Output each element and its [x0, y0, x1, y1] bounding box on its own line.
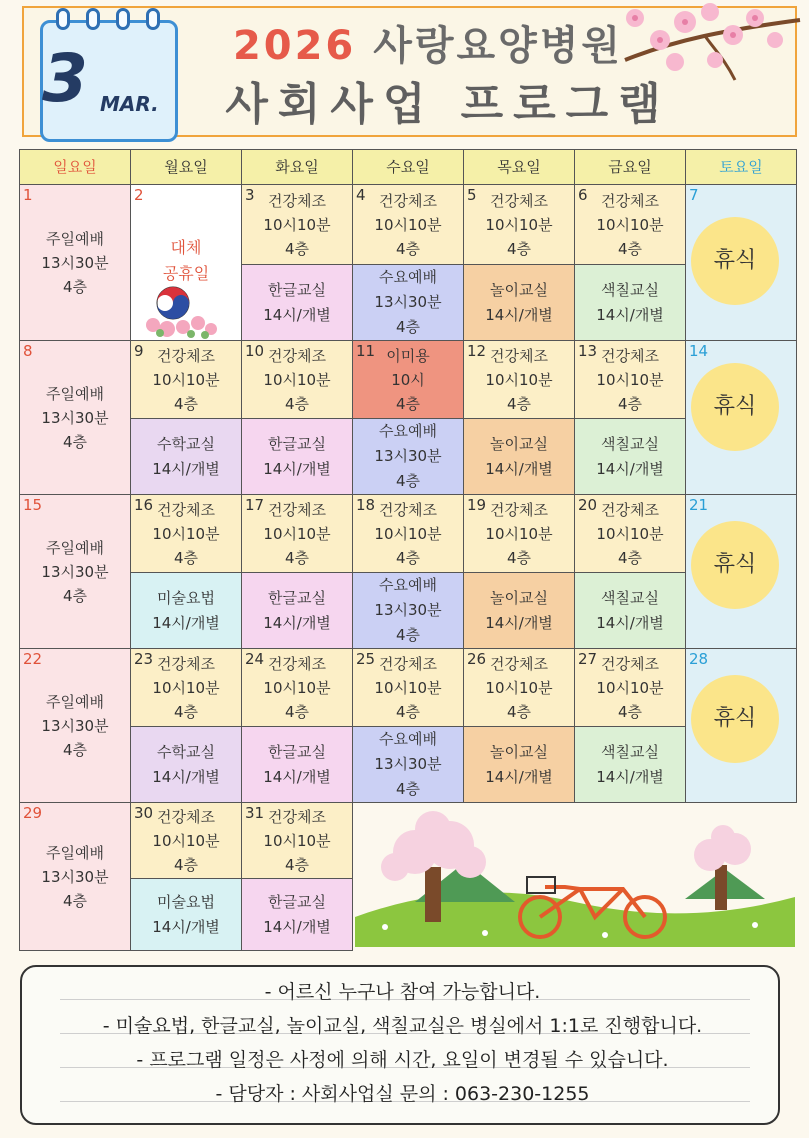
day-cell-17 [242, 495, 353, 573]
day-cell-18 [353, 495, 464, 573]
event-time: 10시10분 [596, 215, 664, 234]
event-time: 14시/개별 [485, 305, 553, 324]
title-line-1 [208, 14, 648, 71]
event-location: 4층 [617, 702, 643, 721]
day-cell-2 [131, 185, 242, 341]
day-cell-28 [686, 649, 797, 803]
event-location: 4층 [173, 394, 199, 413]
lesson-math [131, 419, 242, 495]
day-cell-26 [464, 649, 575, 727]
event-time: 14시/개별 [485, 459, 553, 478]
event-time: 14시/개별 [596, 459, 664, 478]
event-location: 4층 [395, 472, 421, 490]
lesson-coloring [575, 419, 686, 495]
day-cell-5 [464, 185, 575, 265]
event-title: 수요예배 [379, 268, 437, 286]
lesson-coloring [575, 265, 686, 341]
lesson-play [464, 419, 575, 495]
event-time: 14시/개별 [263, 305, 331, 324]
event-time: 10시10분 [152, 678, 220, 697]
event-location: 4층 [62, 891, 88, 910]
notice-line-4: - 담당자 : 사회사업실 문의 : 063-230-1255 [215, 1083, 590, 1105]
year-label: 2026 [232, 23, 357, 69]
event-location: 4층 [506, 239, 532, 258]
event-time: 14시/개별 [485, 767, 553, 786]
event-time: 10시10분 [596, 370, 664, 389]
event-location: 4층 [506, 702, 532, 721]
day-number: 4 [356, 186, 366, 204]
event-title: 주일예배 [46, 692, 104, 711]
event-time: 13시30분 [374, 601, 442, 619]
weekday-sun: 일요일 [20, 150, 131, 185]
event-time: 13시30분 [41, 253, 109, 272]
event-time: 10시10분 [485, 524, 553, 543]
day-number: 15 [23, 496, 43, 514]
day-cell-11 [353, 341, 464, 419]
weekday-thu: 목요일 [464, 150, 575, 185]
event-title: 건강체조 [268, 654, 326, 673]
day-number: 30 [134, 804, 154, 822]
event-time: 13시30분 [41, 562, 109, 581]
event-time: 14시/개별 [596, 305, 664, 324]
holiday-label: 대체 [170, 238, 202, 257]
event-title: 수학교실 [157, 434, 215, 453]
event-time: 14시/개별 [263, 613, 331, 632]
day-cell-21 [686, 495, 797, 649]
event-time: 14시/개별 [152, 767, 220, 786]
event-location: 4층 [506, 548, 532, 567]
day-number: 28 [689, 650, 709, 668]
day-cell-7 [686, 185, 797, 341]
event-time: 10시10분 [374, 215, 442, 234]
event-title: 건강체조 [601, 654, 659, 673]
lesson-coloring [575, 573, 686, 649]
event-time: 10시 [391, 370, 425, 389]
event-time: 13시30분 [374, 755, 442, 773]
rest-badge: 휴식 [691, 217, 779, 305]
day-number: 22 [23, 650, 43, 668]
event-time: 14시/개별 [485, 613, 553, 632]
rest-badge: 휴식 [691, 521, 779, 609]
event-location: 4층 [395, 548, 421, 567]
day-number: 20 [578, 496, 598, 514]
day-cell-20 [575, 495, 686, 573]
event-time: 14시/개별 [596, 613, 664, 632]
event-title: 건강체조 [490, 191, 548, 210]
event-location: 4층 [62, 432, 88, 451]
event-title: 수요예배 [379, 422, 437, 440]
event-time: 10시10분 [152, 370, 220, 389]
lesson-math [131, 727, 242, 803]
day-number: 17 [245, 496, 265, 514]
event-location: 4층 [62, 277, 88, 296]
day-number: 16 [134, 496, 154, 514]
event-time: 14시/개별 [152, 459, 220, 478]
event-title: 건강체조 [268, 346, 326, 365]
day-number: 19 [467, 496, 487, 514]
event-location: 4층 [284, 239, 310, 258]
weekday-tue: 화요일 [242, 150, 353, 185]
lesson-hangul [242, 879, 353, 951]
event-title: 건강체조 [490, 500, 548, 519]
day-number: 24 [245, 650, 265, 668]
event-time: 13시30분 [374, 447, 442, 465]
lesson-wed-service [353, 573, 464, 649]
day-cell-3 [242, 185, 353, 265]
weekday-sat: 토요일 [686, 150, 797, 185]
event-title: 미술요법 [157, 892, 215, 911]
event-time: 10시10분 [152, 831, 220, 850]
event-location: 4층 [173, 702, 199, 721]
event-time: 10시10분 [263, 215, 331, 234]
event-title: 이미용 [386, 346, 430, 365]
lesson-play [464, 573, 575, 649]
event-location: 4층 [173, 855, 199, 874]
day-cell-19 [464, 495, 575, 573]
event-time: 10시10분 [263, 370, 331, 389]
day-cell-12 [464, 341, 575, 419]
weekday-mon: 월요일 [131, 150, 242, 185]
event-time: 13시30분 [41, 408, 109, 427]
day-cell-10 [242, 341, 353, 419]
event-time: 10시10분 [263, 524, 331, 543]
event-title: 미술요법 [157, 588, 215, 607]
event-title: 수요예배 [379, 576, 437, 594]
day-number: 9 [134, 342, 144, 360]
event-time: 10시10분 [485, 370, 553, 389]
day-number: 6 [578, 186, 588, 204]
event-time: 10시10분 [263, 831, 331, 850]
day-number: 26 [467, 650, 487, 668]
month-number: 3 [42, 40, 88, 117]
event-title: 수요예배 [379, 730, 437, 748]
event-location: 4층 [284, 702, 310, 721]
day-number: 10 [245, 342, 265, 360]
lesson-hangul [242, 727, 353, 803]
day-number: 14 [689, 342, 709, 360]
event-time: 14시/개별 [263, 459, 331, 478]
event-title: 건강체조 [490, 346, 548, 365]
day-number: 2 [134, 186, 144, 204]
event-time: 14시/개별 [263, 767, 331, 786]
event-title: 건강체조 [268, 807, 326, 826]
lesson-art [131, 879, 242, 951]
lesson-coloring [575, 727, 686, 803]
event-time: 10시10분 [374, 678, 442, 697]
day-cell-1 [20, 185, 131, 341]
calendar-icon [34, 8, 184, 146]
event-time: 10시10분 [596, 678, 664, 697]
event-location: 4층 [506, 394, 532, 413]
event-title: 놀이교실 [490, 280, 548, 299]
day-cell-8 [20, 341, 131, 495]
event-location: 4층 [173, 548, 199, 567]
event-title: 건강체조 [157, 807, 215, 826]
weekday-header-row [20, 150, 797, 185]
lesson-hangul [242, 265, 353, 341]
event-location: 4층 [395, 239, 421, 258]
day-cell-31 [242, 803, 353, 879]
event-location: 4층 [284, 394, 310, 413]
lesson-play [464, 727, 575, 803]
day-cell-25 [353, 649, 464, 727]
day-number: 5 [467, 186, 477, 204]
lesson-art [131, 573, 242, 649]
event-time: 13시30분 [41, 867, 109, 886]
rest-badge: 휴식 [691, 675, 779, 763]
lesson-play [464, 265, 575, 341]
day-number: 7 [689, 186, 699, 204]
korean-flag-icon [143, 279, 233, 339]
day-number: 1 [23, 186, 33, 204]
lesson-hangul [242, 419, 353, 495]
day-cell-4 [353, 185, 464, 265]
event-time: 10시10분 [485, 678, 553, 697]
event-title: 한글교실 [268, 588, 326, 607]
day-cell-13 [575, 341, 686, 419]
notice-panel [20, 955, 785, 1130]
event-title: 건강체조 [490, 654, 548, 673]
event-time: 13시30분 [374, 293, 442, 311]
event-title: 건강체조 [601, 191, 659, 210]
event-time: 13시30분 [41, 716, 109, 735]
event-title: 건강체조 [379, 191, 437, 210]
lesson-hangul [242, 573, 353, 649]
calendar-grid [19, 149, 797, 951]
event-time: 10시10분 [374, 524, 442, 543]
event-location: 4층 [62, 586, 88, 605]
event-title: 놀이교실 [490, 742, 548, 761]
event-location: 4층 [395, 780, 421, 798]
day-cell-27 [575, 649, 686, 727]
rest-badge: 휴식 [691, 363, 779, 451]
day-cell-9 [131, 341, 242, 419]
event-location: 4층 [395, 702, 421, 721]
day-number: 3 [245, 186, 255, 204]
event-title: 건강체조 [601, 500, 659, 519]
day-cell-14 [686, 341, 797, 495]
event-time: 10시10분 [485, 215, 553, 234]
event-title: 색칠교실 [601, 280, 659, 299]
lesson-wed-service [353, 265, 464, 341]
event-time: 14시/개별 [596, 767, 664, 786]
day-cell-16 [131, 495, 242, 573]
event-title: 색칠교실 [601, 742, 659, 761]
event-title: 수학교실 [157, 742, 215, 761]
event-location: 4층 [395, 318, 421, 336]
event-title: 주일예배 [46, 843, 104, 862]
event-title: 건강체조 [268, 500, 326, 519]
month-abbr: MAR. [100, 92, 159, 116]
day-number: 8 [23, 342, 33, 360]
spring-illustration-cell [353, 803, 797, 951]
event-location: 4층 [284, 855, 310, 874]
notice-line-2: - 미술요법, 한글교실, 놀이교실, 색칠교실은 병실에서 1:1로 진행합니다. [102, 1015, 703, 1037]
day-number: 18 [356, 496, 376, 514]
event-location: 4층 [617, 394, 643, 413]
day-cell-24 [242, 649, 353, 727]
day-number: 12 [467, 342, 487, 360]
day-cell-30 [131, 803, 242, 879]
event-title: 한글교실 [268, 742, 326, 761]
event-time: 10시10분 [263, 678, 331, 697]
notice-line-3: - 프로그램 일정은 사정에 의해 시간, 요일이 변경될 수 있습니다. [136, 1049, 669, 1071]
weekday-fri: 금요일 [575, 150, 686, 185]
day-cell-23 [131, 649, 242, 727]
event-location: 4층 [617, 239, 643, 258]
event-title: 건강체조 [157, 346, 215, 365]
day-cell-22 [20, 649, 131, 803]
event-location: 4층 [617, 548, 643, 567]
event-title: 한글교실 [268, 892, 326, 911]
notice-line-1: - 어르신 누구나 참여 가능합니다. [264, 981, 541, 1003]
day-number: 23 [134, 650, 154, 668]
event-title: 건강체조 [379, 654, 437, 673]
event-title: 놀이교실 [490, 434, 548, 453]
day-number: 13 [578, 342, 598, 360]
holiday-label: 공휴일 [162, 264, 210, 283]
cherry-blossom-icon [615, 0, 805, 110]
event-title: 건강체조 [601, 346, 659, 365]
event-time: 14시/개별 [152, 917, 220, 936]
weekday-wed: 수요일 [353, 150, 464, 185]
event-title: 주일예배 [46, 229, 104, 248]
event-title: 건강체조 [157, 654, 215, 673]
event-title: 한글교실 [268, 434, 326, 453]
title-line-2: 사회사업 프로그램 [225, 79, 671, 130]
event-time: 14시/개별 [152, 613, 220, 632]
day-number: 21 [689, 496, 709, 514]
event-title: 한글교실 [268, 280, 326, 299]
event-location: 4층 [395, 626, 421, 644]
event-location: 4층 [284, 548, 310, 567]
event-time: 10시10분 [596, 524, 664, 543]
event-time: 14시/개별 [263, 917, 331, 936]
lesson-wed-service [353, 727, 464, 803]
day-cell-15 [20, 495, 131, 649]
lesson-wed-service [353, 419, 464, 495]
event-title: 주일예배 [46, 538, 104, 557]
event-title: 주일예배 [46, 384, 104, 403]
event-title: 색칠교실 [601, 434, 659, 453]
hospital-name: 사랑요양병원 [373, 23, 624, 69]
event-title: 색칠교실 [601, 588, 659, 607]
event-location: 4층 [395, 394, 421, 413]
event-location: 4층 [62, 740, 88, 759]
event-title: 건강체조 [379, 500, 437, 519]
day-number: 25 [356, 650, 376, 668]
day-number: 31 [245, 804, 265, 822]
event-time: 10시10분 [152, 524, 220, 543]
event-title: 놀이교실 [490, 588, 548, 607]
day-number: 11 [356, 342, 376, 360]
day-cell-6 [575, 185, 686, 265]
day-number: 29 [23, 804, 43, 822]
bicycle-landscape-illustration [355, 807, 795, 947]
event-title: 건강체조 [268, 191, 326, 210]
day-cell-29 [20, 803, 131, 951]
day-number: 27 [578, 650, 598, 668]
event-title: 건강체조 [157, 500, 215, 519]
